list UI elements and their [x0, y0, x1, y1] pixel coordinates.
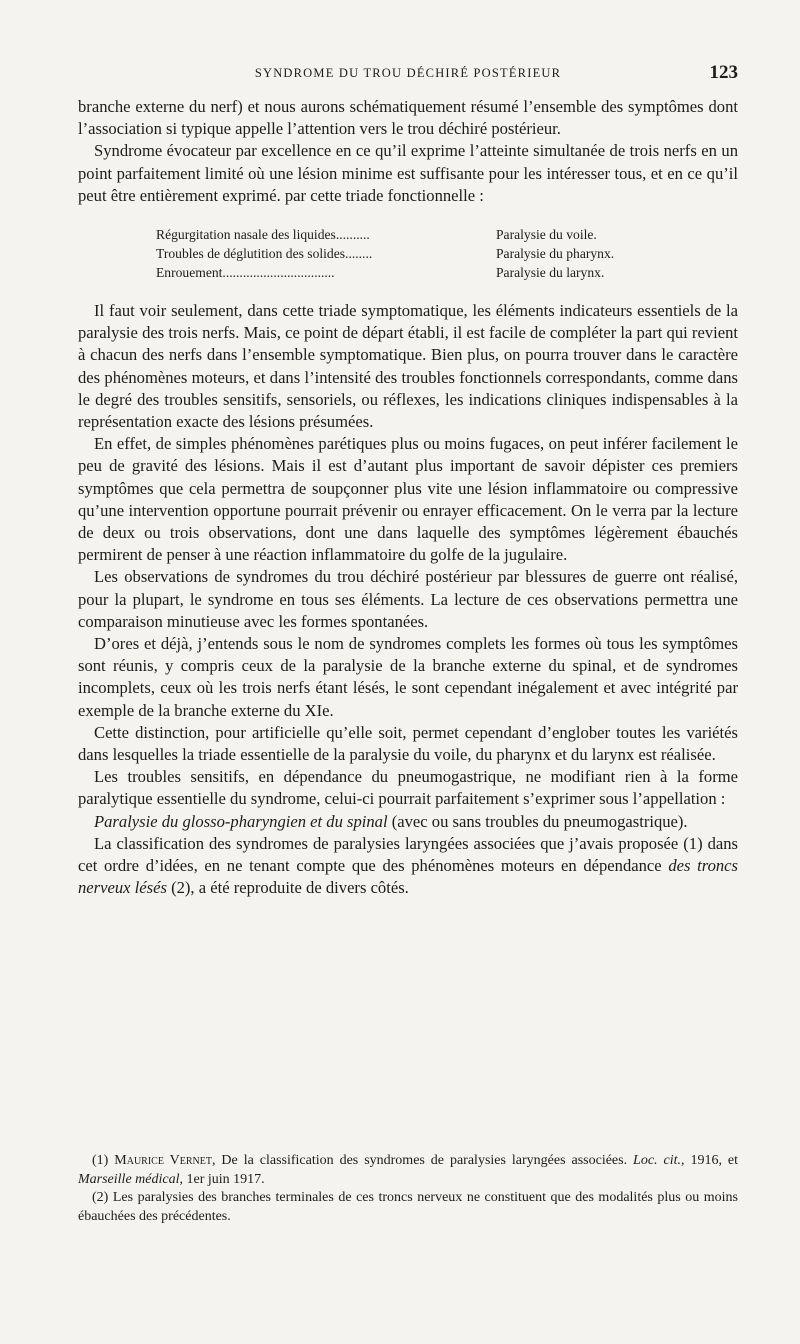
paragraph: Les observations de syndromes du trou déchiré postérieur par blessures de guerre ont réalisé, pour la plupart, le syndrome en tous ses éléments. La lecture de ces observations permettra une comparaison minutieuse avec les formes spontanées. — [78, 567, 738, 631]
paragraph-text: (2), a été reproduite de divers côtés. — [166, 878, 409, 898]
footnote-marker: (1) — [92, 1153, 115, 1168]
paragraph — [78, 833, 738, 900]
footnote-citation: Loc. cit. — [633, 1153, 681, 1168]
triad-row — [156, 225, 738, 244]
footnote-author: Maurice Vernet — [114, 1153, 212, 1168]
paragraph-text: (avec ou sans troubles du pneumogastrique). — [387, 811, 688, 831]
triad-paralysis: Paralysie du voile. — [496, 227, 597, 243]
main-text — [78, 96, 738, 900]
paragraph: branche externe du nerf) et nous aurons schématiquement résumé l’ensemble des symptômes dont l’association si typique appelle l’attention vers le trou déchiré postérieur. — [78, 97, 738, 139]
triad-row — [156, 263, 738, 282]
footnote-text: , De la classification des syndromes de paralysies laryngées associées. — [211, 1153, 634, 1168]
triad-paralysis: Paralysie du larynx. — [496, 265, 605, 281]
paragraph: En effet, de simples phénomènes parétiques plus ou moins fugaces, on peut inférer facilement le peu de gravité des lésions. Mais il est d’autant plus important de savoir dépister ces premiers symptômes que cela permettra de soupçonner plus vite une lésion inflammatoire ou compressive qu’une intervention opportune pourrait prévenir ou enrayer efficacement. On le verra par la lecture de deux ou trois observations, dont une dans laquelle des symptômes légèrement ébauchés permirent de penser à une réaction inflammatoire du golfe de la jugulaire. — [78, 434, 738, 565]
paragraph: D’ores et déjà, j’entends sous le nom de syndromes complets les formes où tous les symptômes sont réunis, y compris ceux de la paralysie de la branche externe du spinal, et de syndromes incomplets, ceux où les trois nerfs étant lésés, le sont cependant inégalement et avec intégrité par exemple de la branche externe du XIe. — [78, 634, 738, 720]
footnotes — [78, 1152, 738, 1226]
symptom-triad — [156, 225, 738, 282]
footnote-journal: Marseille médical — [78, 1171, 180, 1187]
page-header — [78, 62, 738, 84]
footnote-text: , 1916, et — [681, 1153, 739, 1168]
paragraph: Les troubles sensitifs, en dépendance du pneumogastrique, ne modifiant rien à la forme paralytique essentielle du syndrome, celui-ci pourrait parfaitement s’exprimer sous l’appellation : — [78, 767, 738, 809]
page-number: 123 — [709, 62, 738, 83]
paragraph: Cette distinction, pour artificielle qu’elle soit, permet cependant d’englober toutes les variétés dans lesquelles la triade essentielle de la paralysie du voile, du pharynx et du larynx est réalisée. — [78, 722, 738, 765]
paragraph-text: La classification des syndromes de paralysies laryngées associées que j’avais proposée (1) dans cet ordre d’idées, en ne tenant compte que des phénomènes moteurs en dépendance — [78, 833, 738, 876]
footnote-text: , 1er juin 1917. — [179, 1171, 265, 1187]
triad-symptom: Troubles de déglutition des solides........ — [156, 246, 373, 262]
running-title: SYNDROME DU TROU DÉCHIRÉ POSTÉRIEUR — [254, 66, 562, 80]
paragraph — [78, 811, 738, 833]
italic-phrase: des troncs nerveux lésés — [78, 856, 739, 898]
footnote — [78, 1152, 738, 1189]
footnote: (2) Les paralysies des branches terminales de ces troncs nerveux ne constituent que des modalités plus ou moins ébauchées des précédentes. — [78, 1190, 738, 1224]
italic-phrase: Paralysie du glosso-pharyngien et du spinal — [94, 811, 388, 831]
triad-symptom: Enrouement................................. — [156, 265, 335, 281]
paragraph: Il faut voir seulement, dans cette triade symptomatique, les éléments indicateurs essentiels de la paralysie des trois nerfs. Mais, ce point de départ établi, il est facile de compléter la part qui revient à chacun des nerfs dans l’ensemble symptomatique. Bien plus, on pourra trouver dans le caractère des phénomènes moteurs, et dans l’intensité des troubles fonctionnels correspondants, comme dans le degré des troubles sensitifs, sensoriels, ou réflexes, les indications cliniques indispensables à la représentation exacte des lésions présumées. — [78, 301, 738, 432]
triad-paralysis: Paralysie du pharynx. — [496, 246, 615, 262]
paragraph: Syndrome évocateur par excellence en ce qu’il exprime l’atteinte simultanée de trois nerfs en un point parfaitement limité où une lésion minime est suffisante pour les intéresser tous, et en ce qu’il peut être entièrement exprimé. par cette triade fonctionnelle : — [78, 141, 738, 205]
triad-symptom: Régurgitation nasale des liquides.......... — [156, 227, 370, 243]
triad-row — [156, 244, 738, 263]
